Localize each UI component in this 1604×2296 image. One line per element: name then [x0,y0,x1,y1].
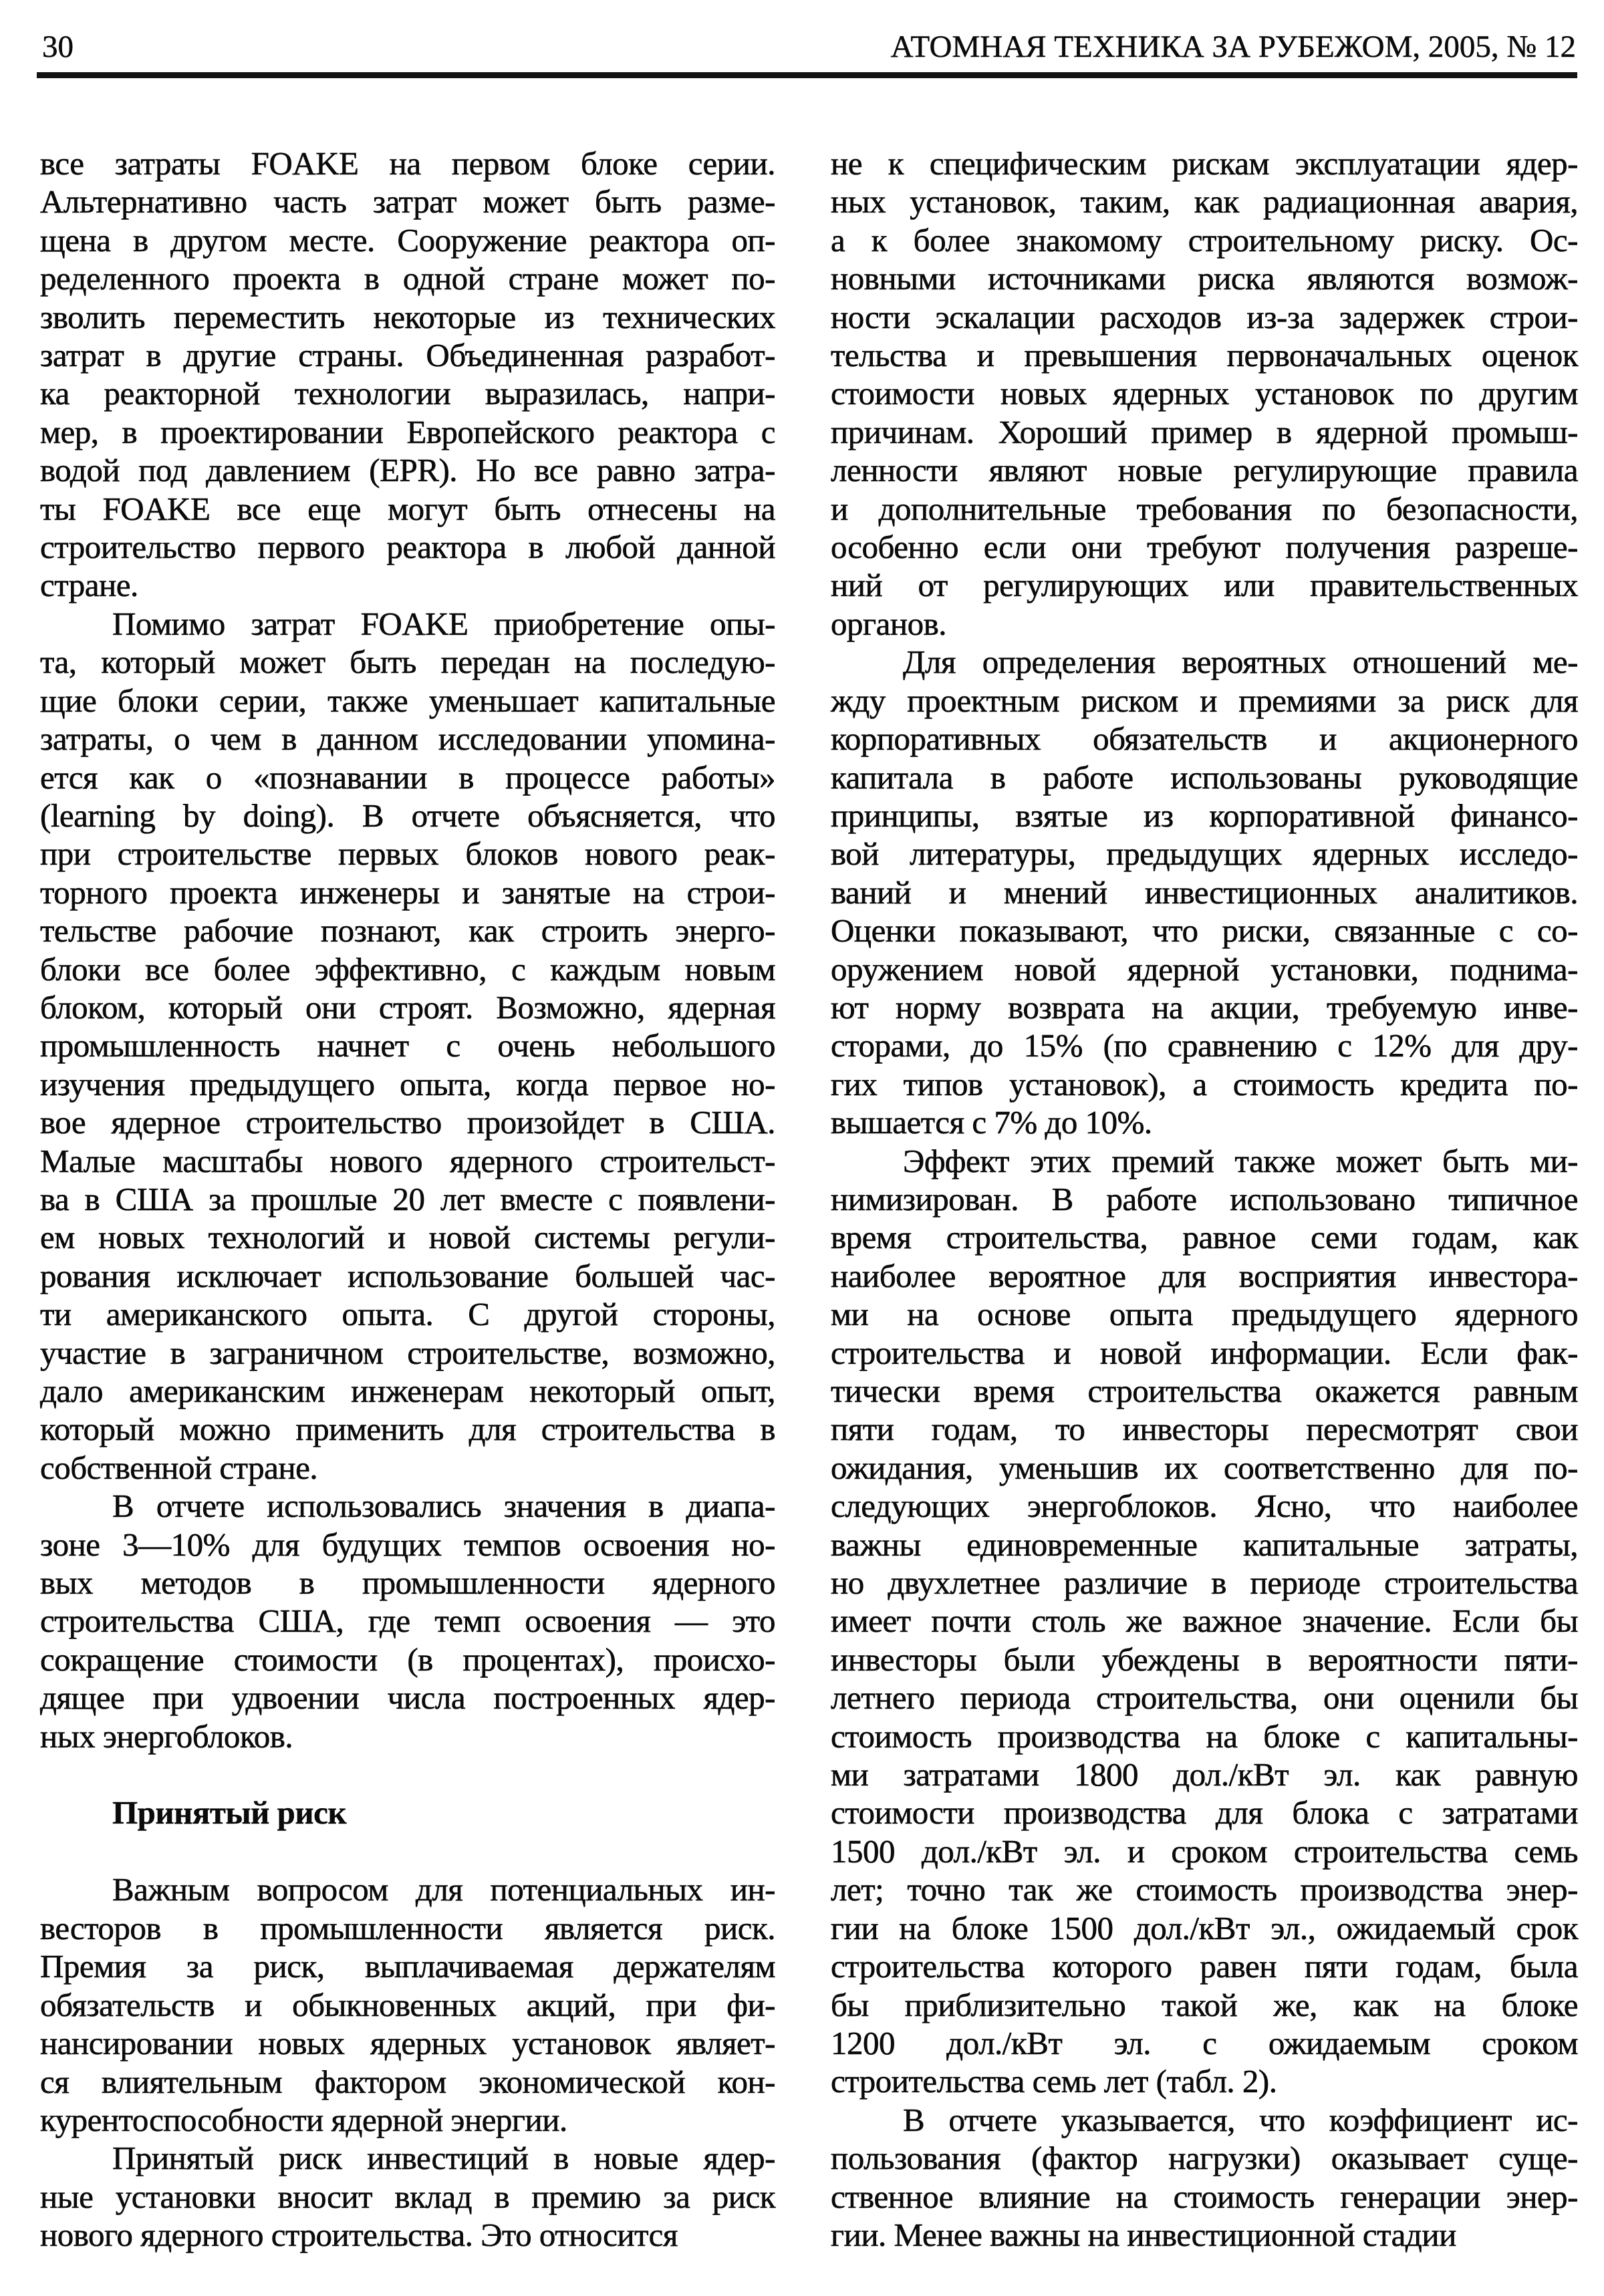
text-line: пользования (фактор нагрузки) оказывает суще- [831,2140,1578,2177]
text-line: ний от регулирующих или правительственных [831,567,1578,604]
text-line: затрат в другие страны. Объединенная разработ- [40,337,775,374]
text-line: следующих энергоблоков. Ясно, что наиболее [831,1487,1578,1525]
text-line: 1200 дол./кВт эл. с ожидаемым сроком [831,2024,1578,2061]
text-line: зоне 3—10% для будущих темпов освоения но- [40,1526,775,1563]
text-line: стране. [40,567,138,604]
text-line: ми затратами 1800 дол./кВт эл. как равную [831,1756,1578,1793]
text-line: а к более знакомому строительному риску. Ос- [831,221,1578,259]
text-line: зволить переместить некоторые из технических [40,298,775,335]
text-line: Эффект этих премий также может быть ми- [903,1142,1578,1179]
text-line: инвесторы были убеждены в вероятности пяти- [831,1640,1578,1678]
text-line: (learning by doing). В отчете объясняется, что [40,797,775,834]
article-body [0,144,1604,2255]
text-line: ется как о «познавании в процессе работы» [40,758,775,796]
text-line: нимизирован. В работе использовано типичное [831,1180,1578,1217]
text-line: Премия за риск, выплачиваемая держателям [40,1948,775,1985]
text-line: нового ядерного строительства. Это относится [40,2216,678,2254]
text-line: лет; точно так же стоимость производства энер- [831,1871,1578,1908]
text-line: нансировании новых ядерных установок являет- [40,2025,775,2062]
text-line: тельства и превышения первоначальных оценок [831,337,1578,374]
header-rule [37,72,1577,78]
text-line: ти американского опыта. С другой стороны, [40,1296,775,1333]
text-line: вое ядерное строительство произойдет в США. [40,1104,775,1141]
right-column [831,144,1578,2255]
text-line: ных установок, таким, как радиационная авария, [831,183,1578,221]
text-line: ности эскалации расходов из-за задержек строи- [831,298,1578,335]
text-line: вых методов в промышленности ядерного [40,1564,775,1602]
text-line: оружением новой ядерной установки, поднима- [831,950,1578,988]
text-line: щие блоки серии, также уменьшает капитальные [40,682,775,719]
text-line: имеет почти столь же важное значение. Если бы [831,1602,1578,1640]
text-line: летнего периода строительства, они оценили бы [831,1679,1578,1717]
text-line: новными источниками риска являются возмож- [831,260,1578,297]
text-line: гии на блоке 1500 дол./кВт эл., ожидаемый срок [831,1909,1578,1947]
text-line: гих типов установок), а стоимость кредита по- [831,1065,1578,1103]
text-line: та, который может быть передан на последую- [40,643,775,681]
text-line: ные установки вносит вклад в премию за риск [40,2178,775,2215]
text-line: жду проектным риском и премиями за риск для [831,682,1578,719]
text-line: ожидания, уменьшив их соответственно для по- [831,1449,1578,1486]
text-line: пяти годам, то инвесторы пересмотрят свои [831,1411,1578,1448]
text-line: затраты, о чем в данном исследовании упомина- [40,720,775,758]
text-line: блоки все более эффективно, с каждым новым [40,950,775,988]
text-line: особенно если они требуют получения разреше- [831,529,1578,566]
text-line: стоимости производства для блока с затратами [831,1794,1578,1832]
text-line: участие в заграничном строительстве, возможно, [40,1334,775,1371]
text-line: строительства семь лет (табл. 2). [831,2063,1277,2100]
journal-header-title: АТОМНАЯ ТЕХНИКА ЗА РУБЕЖОМ, 2005, № 12 [890,29,1576,64]
text-line: стоимость производства на блоке с капитальны- [831,1717,1578,1755]
section-heading: Принятый риск [112,1794,347,1832]
text-line: наиболее вероятное для восприятия инвестора- [831,1257,1578,1294]
text-line: щена в другом месте. Сооружение реактора оп- [40,221,775,259]
text-line: не к специфическим рискам эксплуатации ядер- [831,145,1578,182]
text-line: мер, в проектировании Европейского реактора с [40,413,775,450]
text-line: ных энергоблоков. [40,1717,293,1755]
text-line: обязательств и обыкновенных акций, при фи- [40,1986,775,2023]
text-line: причинам. Хороший пример в ядерной промыш- [831,413,1578,450]
text-line: и дополнительные требования по безопасности, [831,490,1578,527]
text-line: ми на основе опыта предыдущего ядерного [831,1296,1578,1333]
text-line: блоком, который они строят. Возможно, ядерная [40,988,775,1026]
text-line: Важным вопросом для потенциальных ин- [112,1871,775,1908]
text-line: курентоспособности ядерной энергии. [40,2101,567,2138]
text-line: но двухлетнее различие в периоде строительства [831,1564,1578,1602]
text-line: В отчете использовались значения в диапа- [112,1487,775,1525]
text-line: органов. [831,605,946,642]
text-line: бы приблизительно такой же, как на блоке [831,1986,1578,2023]
text-line: строительства США, где темп освоения — это [40,1602,775,1640]
text-line: Малые масштабы нового ядерного строительст- [40,1142,775,1179]
text-line: ленности являют новые регулирующие правила [831,452,1578,489]
text-line: рования исключает использование большей час- [40,1257,775,1294]
text-line: важны единовременные капитальные затраты, [831,1526,1578,1563]
text-line: дало американским инженерам некоторый опыт, [40,1373,775,1409]
text-line: Помимо затрат FOAKE приобретение опы- [112,605,775,642]
text-line: тельстве рабочие познают, как строить энерго- [40,912,775,950]
left-column [40,144,775,2255]
text-line: ва в США за прошлые 20 лет вместе с появлени- [40,1180,775,1217]
text-line: принципы, взятые из корпоративной финансо- [831,797,1578,834]
text-line: вой литературы, предыдущих ядерных исследо- [831,835,1578,873]
text-line: строительства и новой информации. Если фак- [831,1334,1578,1371]
text-line: при строительстве первых блоков нового реак- [40,835,775,873]
text-line: В отчете указывается, что коэффициент ис- [903,2101,1578,2138]
text-line: ственное влияние на стоимость генерации энер- [831,2178,1578,2215]
text-line: дящее при удвоении числа построенных ядер- [40,1679,775,1717]
page-header [0,0,1604,65]
text-line: гии. Менее важны на инвестиционной стадии [831,2216,1456,2253]
text-line: время строительства, равное семи годам, как [831,1219,1578,1256]
text-line: ваний и мнений инвестиционных аналитиков. [831,873,1578,911]
text-line: который можно применить для строительства в [40,1411,775,1448]
text-line: весторов в промышленности является риск. [40,1909,775,1947]
text-line: строительство первого реактора в любой данной [40,529,775,566]
text-line: торного проекта инженеры и занятые на строи- [40,873,775,911]
text-line: промышленность начнет с очень небольшого [40,1027,775,1064]
text-line: сторами, до 15% (по сравнению с 12% для дру- [831,1027,1578,1064]
text-line: ем новых технологий и новой системы регули- [40,1219,775,1256]
text-line: Оценки показывают, что риски, связанные с со- [831,912,1578,950]
text-line: Для определения вероятных отношений ме- [903,643,1578,681]
text-line: сокращение стоимости (в процентах), происхо- [40,1640,775,1678]
text-line: вышается с 7% до 10%. [831,1104,1152,1141]
text-line: ределенного проекта в одной стране может по- [40,260,775,297]
text-line: стоимости новых ядерных установок по другим [831,375,1578,412]
text-line: строительства которого равен пяти годам, была [831,1948,1578,1985]
text-line: ся влиятельным фактором экономической кон- [40,2063,775,2100]
text-line: тически время строительства окажется равным [831,1373,1578,1409]
text-line: корпоративных обязательств и акционерного [831,720,1578,758]
text-line: ка реакторной технологии выразилась, напри- [40,375,775,412]
text-line: изучения предыдущего опыта, когда первое но- [40,1065,775,1103]
text-line: ты FOAKE все еще могут быть отнесены на [40,490,775,527]
text-line: Альтернативно часть затрат может быть разме- [40,183,775,221]
text-line: водой под давлением (EPR). Но все равно затра- [40,452,775,489]
text-line: все затраты FOAKE на первом блоке серии. [40,145,775,182]
text-line: 1500 дол./кВт эл. и сроком строительства семь [831,1832,1578,1870]
page-number: 30 [42,29,74,64]
text-line: ют норму возврата на акции, требуемую инве- [831,988,1578,1026]
text-line: капитала в работе использованы руководящие [831,758,1578,796]
text-line: собственной стране. [40,1449,318,1486]
text-line: Принятый риск инвестиций в новые ядер- [112,2140,775,2177]
